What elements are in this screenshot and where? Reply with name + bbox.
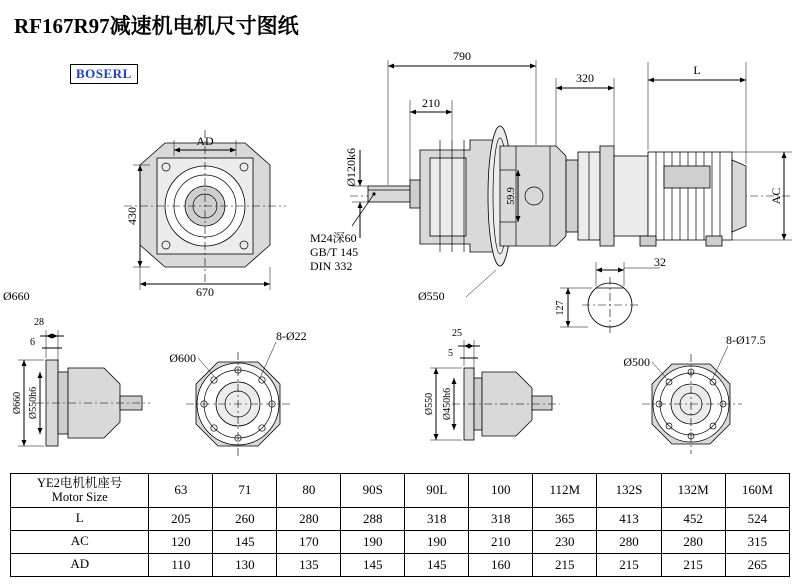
cell-size-4: 90L	[405, 474, 469, 508]
dim-450h6: Ø450h6	[442, 387, 453, 421]
dim-670: 670	[196, 285, 214, 299]
dim-210: 210	[422, 96, 440, 110]
motor-dimension-table	[10, 473, 790, 577]
front-view-assembly	[124, 130, 286, 299]
cell-size-2: 80	[277, 474, 341, 508]
row-label-motor-size-cn: YE2电机机座号	[37, 476, 123, 490]
cell-L-0: 205	[149, 507, 213, 530]
cell-L-2: 280	[277, 507, 341, 530]
dim-5: 5	[448, 348, 453, 359]
cell-AC-2: 170	[277, 530, 341, 553]
label-8x22: 8-Ø22	[276, 329, 307, 343]
dim-25: 25	[452, 328, 462, 339]
table-row-header	[11, 474, 790, 508]
cell-AC-1: 145	[213, 530, 277, 553]
dim-6: 6	[30, 337, 35, 348]
cell-L-1: 260	[213, 507, 277, 530]
dim-ac: AC	[769, 187, 783, 205]
cell-AD-8: 215	[661, 553, 725, 576]
cell-AC-3: 190	[341, 530, 405, 553]
label-500: Ø500	[623, 355, 650, 369]
cell-L-9: 524	[725, 507, 789, 530]
cell-L-4: 318	[405, 507, 469, 530]
cell-L-5: 318	[469, 507, 533, 530]
dim-790: 790	[453, 49, 471, 63]
dim-32: 32	[654, 255, 666, 269]
cell-AD-0: 110	[149, 553, 213, 576]
cell-size-6: 112M	[533, 474, 597, 508]
dim-550-top: Ø550	[418, 289, 445, 303]
dim-127: 127	[555, 300, 566, 316]
dim-320: 320	[576, 71, 594, 85]
cell-size-1: 71	[213, 474, 277, 508]
cell-AC-7: 280	[597, 530, 661, 553]
dim-28: 28	[34, 317, 44, 328]
dim-59-9: 59.9	[506, 187, 517, 205]
row-label-AD: AD	[11, 553, 149, 576]
row-label-motor-size	[11, 474, 149, 508]
cell-L-8: 452	[661, 507, 725, 530]
cell-AD-2: 135	[277, 553, 341, 576]
cell-AD-7: 215	[597, 553, 661, 576]
label-600: Ø600	[169, 351, 196, 365]
label-8x17: 8-Ø17.5	[726, 333, 766, 347]
cell-L-6: 365	[533, 507, 597, 530]
dim-ad: AD	[196, 134, 214, 148]
brand-logo: BOSERL	[70, 64, 138, 84]
cell-AC-9: 315	[725, 530, 789, 553]
flange-660-section	[3, 289, 150, 446]
cell-AD-5: 160	[469, 553, 533, 576]
cell-AD-1: 130	[213, 553, 277, 576]
cell-AC-4: 190	[405, 530, 469, 553]
dim-550-left: Ø550	[424, 392, 435, 416]
dim-L: L	[693, 63, 701, 77]
cell-size-7: 132S	[597, 474, 661, 508]
note-din332: DIN 332	[310, 259, 353, 273]
dim-shaft-dia: Ø120k6	[344, 148, 358, 187]
row-label-motor-size-en: Motor Size	[51, 490, 108, 505]
row-label-AC: AC	[11, 530, 149, 553]
dim-660-left: Ø660	[12, 391, 23, 415]
cell-size-5: 100	[469, 474, 533, 508]
cell-AD-9: 265	[725, 553, 789, 576]
note-gbt145: GB/T 145	[310, 245, 359, 259]
flange-500-face	[623, 333, 765, 454]
cell-AC-8: 280	[661, 530, 725, 553]
table-row-L	[11, 507, 790, 530]
cell-size-3: 90S	[341, 474, 405, 508]
cell-size-9: 160M	[725, 474, 789, 508]
cell-AC-0: 120	[149, 530, 213, 553]
note-m24: M24深60	[310, 231, 357, 245]
cell-AC-5: 210	[469, 530, 533, 553]
dim-550h6: Ø550h6	[28, 386, 39, 420]
label-660-top: Ø660	[3, 289, 30, 303]
table-row-AC	[11, 530, 790, 553]
cell-L-3: 288	[341, 507, 405, 530]
dim-430: 430	[125, 207, 139, 225]
cell-size-0: 63	[149, 474, 213, 508]
side-elevation-assembly	[310, 49, 792, 333]
flange-600-face	[169, 329, 306, 456]
row-label-L: L	[11, 507, 149, 530]
cell-L-7: 413	[597, 507, 661, 530]
flange-550-section	[424, 328, 560, 440]
cell-AC-6: 230	[533, 530, 597, 553]
page-title: RF167R97减速机电机尺寸图纸	[14, 14, 299, 38]
cell-AD-6: 215	[533, 553, 597, 576]
table-row-AD	[11, 553, 790, 576]
cell-AD-4: 145	[405, 553, 469, 576]
cell-size-8: 132M	[661, 474, 725, 508]
cell-AD-3: 145	[341, 553, 405, 576]
